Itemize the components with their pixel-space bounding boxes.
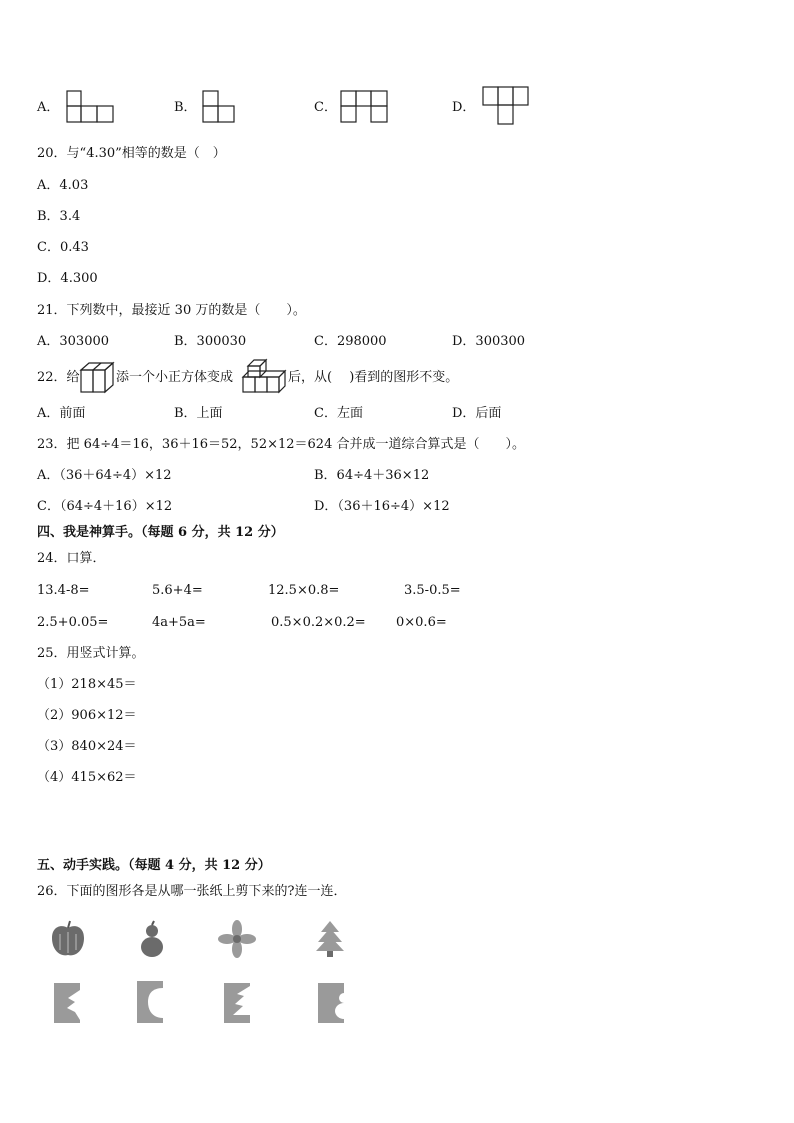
cube-three-shape-icon bbox=[242, 358, 288, 394]
vertical-calc-item: （2）906×12＝ bbox=[37, 708, 137, 723]
calc-item: 3.5-0.5= bbox=[404, 583, 461, 598]
q22-stem-part2: 添一个小正方体变成 bbox=[116, 370, 234, 385]
q19-option-d[interactable]: D． bbox=[452, 100, 476, 115]
calc-item: 0.5×0.2×0.2= bbox=[271, 615, 366, 630]
net-shape-b-icon bbox=[202, 90, 238, 124]
q20-option-a[interactable]: A．4.03 bbox=[37, 178, 89, 193]
calc-item: 12.5×0.8= bbox=[268, 583, 340, 598]
section5-title: 五、动手实践。（每题 4 分，共 12 分） bbox=[37, 858, 271, 873]
vertical-calc-item: （3）840×24＝ bbox=[37, 739, 137, 754]
net-shape-d-icon bbox=[482, 86, 532, 126]
q20-stem: 20．与“4.30”相等的数是（ ） bbox=[37, 146, 226, 161]
cut-paper-gourd-icon bbox=[317, 982, 347, 1026]
q23-option-d[interactable]: D．（36＋16÷4）×12 bbox=[314, 499, 450, 514]
q22-option-d[interactable]: D．后面 bbox=[452, 406, 502, 421]
q24-stem: 24．口算． bbox=[37, 551, 106, 566]
q21-option-d[interactable]: D．300300 bbox=[452, 334, 526, 349]
q20-option-b[interactable]: B．3.4 bbox=[37, 209, 81, 224]
q21-stem: 21．下列数中，最接近 30 万的数是（ ）。 bbox=[37, 303, 306, 318]
q23-option-c[interactable]: C．（64÷4＋16）×12 bbox=[37, 499, 173, 514]
section4-title: 四、我是神算手。（每题 6 分，共 12 分） bbox=[37, 525, 284, 540]
q21-option-a[interactable]: A．303000 bbox=[37, 334, 110, 349]
q20-option-c[interactable]: C．0.43 bbox=[37, 240, 89, 255]
calc-item: 0×0.6= bbox=[396, 615, 447, 630]
q22-option-b[interactable]: B．上面 bbox=[174, 406, 223, 421]
q25-stem: 25．用竖式计算。 bbox=[37, 646, 145, 661]
cut-paper-tree-icon bbox=[223, 982, 253, 1026]
q19-option-a[interactable]: A． bbox=[37, 100, 60, 115]
calc-item: 4a+5a= bbox=[152, 615, 206, 630]
q20-option-d[interactable]: D．4.300 bbox=[37, 271, 98, 286]
q26-stem: 26．下面的图形各是从哪一张纸上剪下来的?连一连． bbox=[37, 884, 347, 899]
q23-option-a[interactable]: A．（36＋64÷4）×12 bbox=[37, 468, 172, 483]
q23-option-b[interactable]: B．64÷4＋36×12 bbox=[314, 468, 430, 483]
q21-option-c[interactable]: C．298000 bbox=[314, 334, 387, 349]
q22-option-a[interactable]: A．前面 bbox=[37, 406, 86, 421]
q19-option-b[interactable]: B． bbox=[174, 100, 197, 115]
calc-item: 13.4-8= bbox=[37, 583, 90, 598]
q23-stem: 23．把 64÷4＝16，36＋16＝52，52×12＝624 合并成一道综合算式是（ ）。 bbox=[37, 437, 525, 452]
pine-tree-shape-icon bbox=[315, 920, 345, 958]
net-shape-a-icon bbox=[66, 90, 116, 124]
cut-paper-leaf-icon bbox=[53, 982, 83, 1026]
calc-item: 5.6+4= bbox=[152, 583, 203, 598]
q21-option-b[interactable]: B．300030 bbox=[174, 334, 247, 349]
q22-stem-part3: 后，从( )看到的图形不变。 bbox=[288, 370, 459, 385]
vertical-calc-item: （1）218×45＝ bbox=[37, 677, 137, 692]
net-shape-c-icon bbox=[340, 90, 390, 124]
q22-option-c[interactable]: C．左面 bbox=[314, 406, 363, 421]
cube-two-stack-icon bbox=[80, 360, 116, 394]
gourd-shape-icon bbox=[137, 920, 167, 960]
calc-item: 2.5+0.05= bbox=[37, 615, 109, 630]
q19-option-c[interactable]: C． bbox=[314, 100, 337, 115]
vertical-calc-item: （4）415×62＝ bbox=[37, 770, 137, 785]
flower-shape-icon bbox=[218, 920, 256, 958]
q22-stem-part1: 22．给 bbox=[37, 370, 80, 385]
cut-paper-apple-icon bbox=[136, 980, 166, 1026]
apple-shape-icon bbox=[50, 920, 86, 958]
